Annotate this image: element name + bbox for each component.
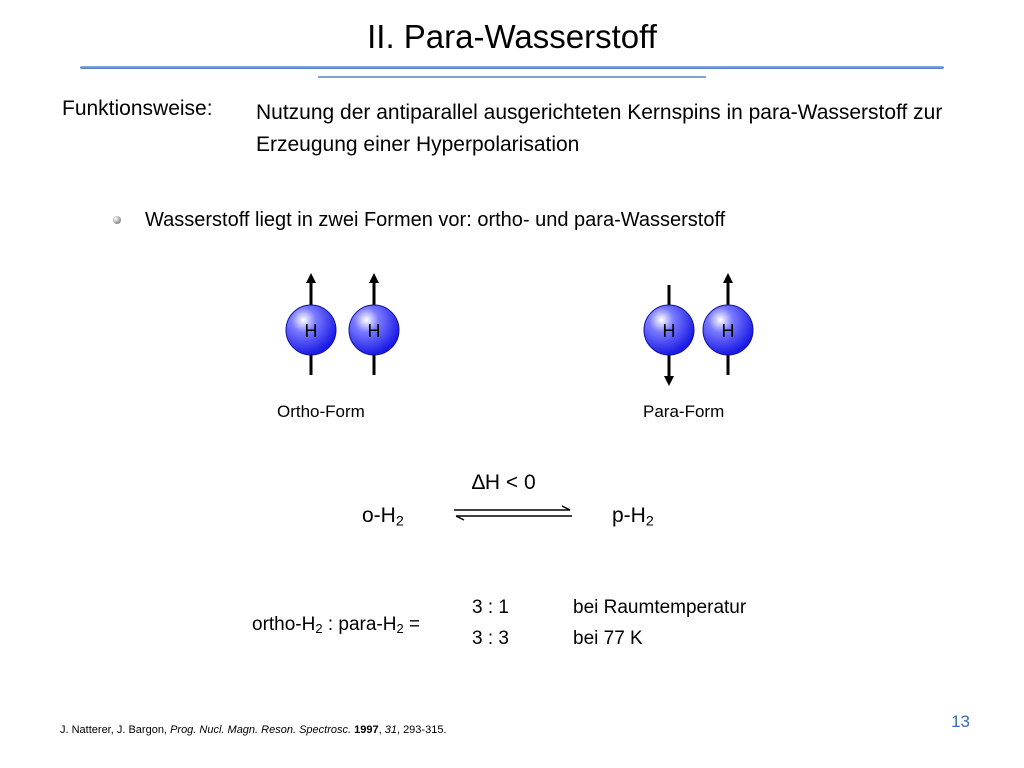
ortho-caption: Ortho-Form: [277, 402, 365, 421]
atom-label: H: [304, 321, 318, 341]
reference: J. Natterer, J. Bargon, Prog. Nucl. Magn. Reson. Spectrosc. 1997, 31, 293-315.: [60, 724, 447, 736]
para-atom-1: [644, 285, 694, 381]
spin-diagram: [0, 260, 1024, 400]
equilibrium-right: $p-H_2$: [612, 504, 654, 530]
ratio-label: ortho-$H_2$ : para-$H_2$ =: [252, 614, 421, 637]
intro-label: Funktionsweise:: [62, 97, 213, 120]
equilibrium-arrows-icon: [450, 505, 576, 521]
bullet-icon: [113, 216, 121, 224]
slide-title: II. Para-Wasserstoff: [367, 18, 657, 55]
equilibrium-condition: ∆H < 0: [472, 471, 536, 494]
equilibrium-left: $o-H_2$: [362, 504, 404, 530]
ratio-condition-77k: bei 77 K: [573, 628, 643, 649]
title-underline-secondary: [318, 76, 706, 78]
ratio-value-room: 3 : 1: [472, 597, 509, 618]
bullet-text: Wasserstoff liegt in zwei Formen vor: ortho- und para-Wasserstoff: [145, 209, 726, 231]
para-atom-2: [703, 278, 753, 375]
page-number: 13: [951, 712, 970, 731]
ratio-value-77k: 3 : 3: [472, 628, 509, 649]
atom-label: H: [662, 321, 676, 341]
para-caption: Para-Form: [643, 402, 725, 421]
ortho-atom-2: [349, 278, 399, 375]
title-underline: [80, 66, 944, 69]
ratio-condition-room: bei Raumtemperatur: [573, 597, 747, 618]
ortho-atom-1: [286, 278, 336, 375]
atom-label: H: [367, 321, 381, 341]
atom-label: H: [721, 321, 735, 341]
intro-text: Nutzung der antiparallel ausgerichteten Kernspins in para-Wasserstoff zur Erzeugung einer Hyperpolarisation: [256, 101, 943, 156]
